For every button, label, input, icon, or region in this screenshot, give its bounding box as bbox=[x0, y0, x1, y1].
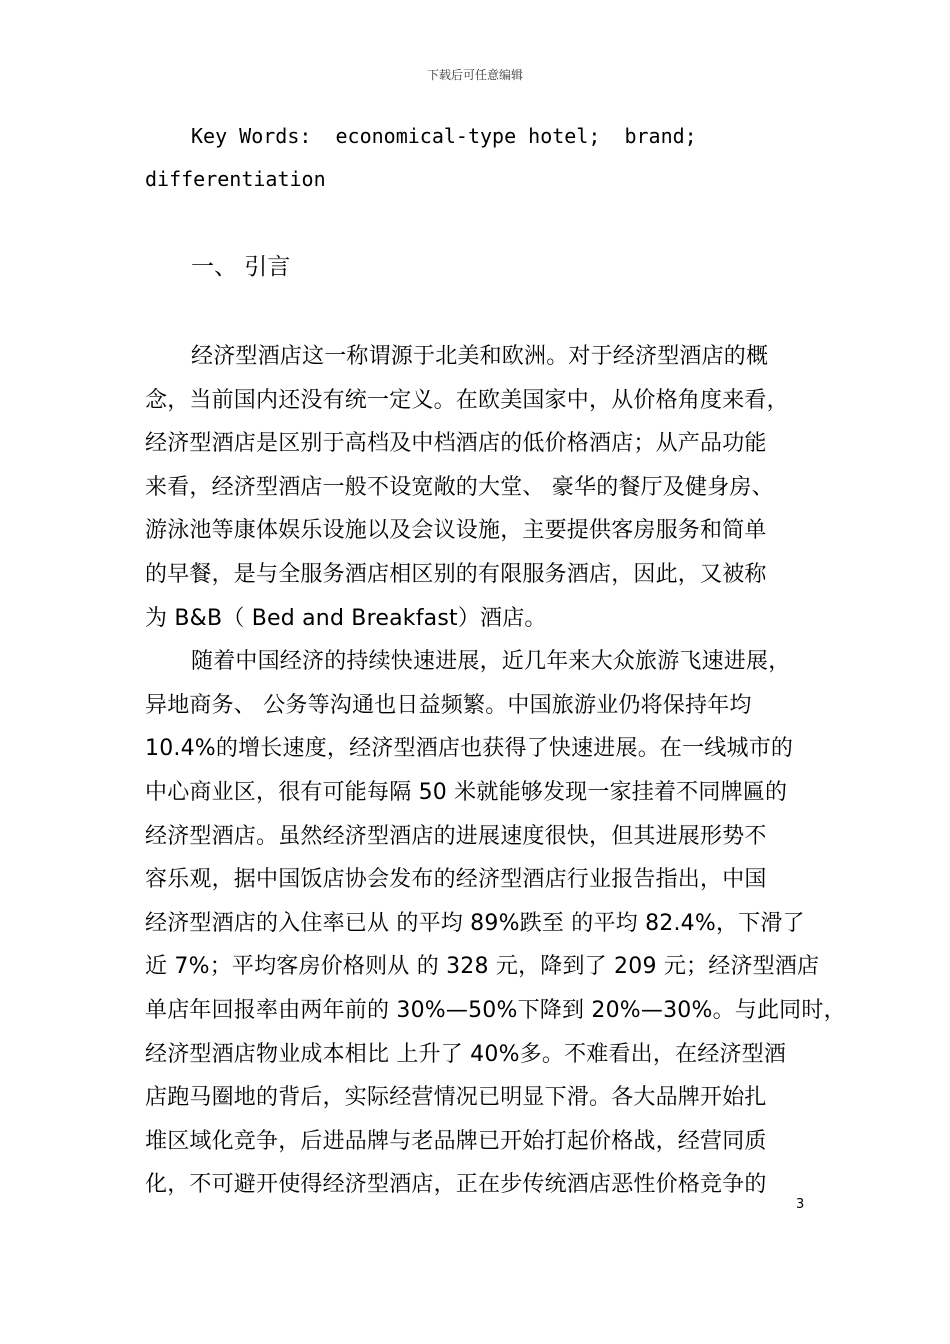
text-line: 经济型酒店的入住率已从 的平均 89%跌至 的平均 82.4%，下滑了 bbox=[145, 910, 805, 936]
text-line: 店跑马圈地的背后，实际经营情况已明显下滑。各大品牌开始扎 bbox=[145, 1085, 767, 1111]
page-header: 下载后可任意编辑 bbox=[426, 68, 523, 82]
paragraph-development bbox=[145, 640, 846, 1207]
text-line: 经济型酒店。虽然经济型酒店的进展速度很快，但其进展形势不 bbox=[145, 823, 767, 849]
text-line: 随着中国经济的持续快速进展，近几年来大众旅游飞速进展， bbox=[191, 649, 791, 675]
text-line: 经济型酒店这一称谓源于北美和欧洲。对于经济型酒店的概 bbox=[191, 344, 769, 369]
text-line: 堆区域化竞争，后进品牌与老品牌已开始打起价格战，经营同质 bbox=[145, 1128, 767, 1154]
text-line: 单店年回报率由两年前的 30%—50%下降到 20%—30%。与此同时， bbox=[145, 997, 846, 1023]
paragraph-definition bbox=[145, 335, 811, 640]
text-line: 经济型酒店物业成本相比 上升了 40%多。不难看出，在经济型酒 bbox=[145, 1041, 787, 1067]
keywords-line: Key Words: economical-type hotel; brand; differentiation bbox=[145, 124, 721, 191]
text-line: 近 7%；平均客房价格则从 的 328 元，降到了 209 元；经济型酒店 bbox=[145, 954, 820, 980]
text-line: 的早餐，是与全服务酒店相区别的有限服务酒店，因此，又被称 bbox=[145, 561, 767, 587]
text-line: 异地商务、 公务等沟通也日益频繁。中国旅游业仍将保持年均 bbox=[145, 692, 752, 718]
text-line: 中心商业区，很有可能每隔 50 米就能够发现一家挂着不同牌匾的 bbox=[145, 779, 788, 805]
body-text bbox=[145, 335, 846, 1207]
text-line: 为 B&B（ Bed and Breakfast）酒店。 bbox=[145, 605, 547, 631]
text-line: 游泳池等康体娱乐设施以及会议设施，主要提供客房服务和简单 bbox=[145, 518, 767, 544]
section-heading: 一、 引言 bbox=[191, 254, 291, 280]
page-number: 3 bbox=[796, 1197, 805, 1212]
text-line: 经济型酒店是区别于高档及中档酒店的低价格酒店；从产品功能 bbox=[145, 431, 767, 457]
text-line: 念，当前国内还没有统一定义。在欧美国家中，从价格角度来看， bbox=[145, 387, 789, 413]
text-line: 容乐观，据中国饭店协会发布的经济型酒店行业报告指出，中国 bbox=[145, 867, 767, 893]
text-line: 化，不可避开使得经济型酒店，正在步传统酒店恶性价格竞争的 bbox=[145, 1172, 767, 1198]
text-line: 10.4%的增长速度，经济型酒店也获得了快速进展。在一线城市的 bbox=[145, 736, 794, 762]
text-line: 来看，经济型酒店一般不设宽敞的大堂、 豪华的餐厅及健身房、 bbox=[145, 474, 774, 500]
